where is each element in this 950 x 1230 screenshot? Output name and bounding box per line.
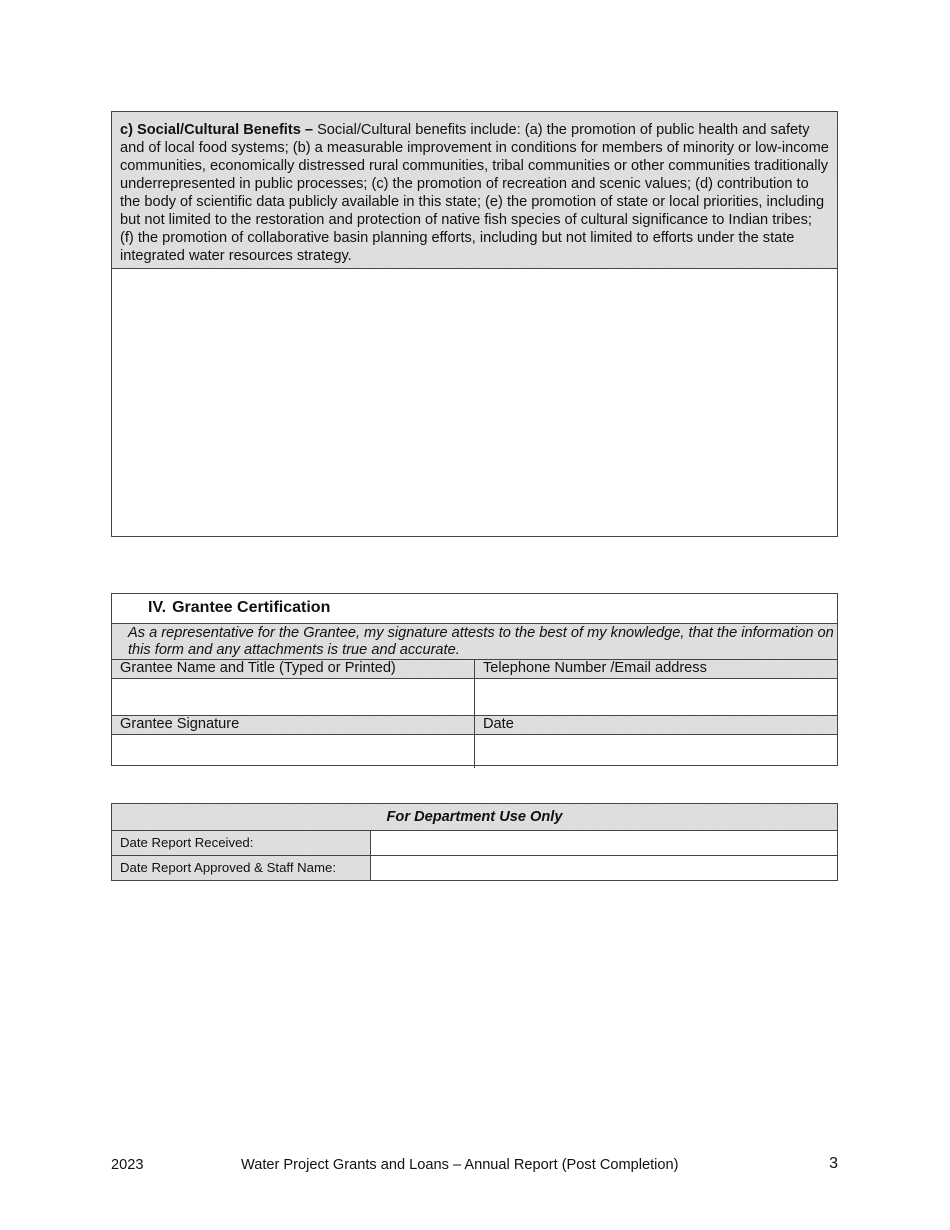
grantee-name-field[interactable] xyxy=(112,679,475,715)
contact-field[interactable] xyxy=(475,679,837,715)
page-footer xyxy=(111,1155,838,1175)
date-received-row xyxy=(112,831,837,856)
grantee-signature-field[interactable] xyxy=(112,735,475,768)
social-cultural-benefits-response-field[interactable] xyxy=(112,269,837,536)
certification-title xyxy=(112,594,837,624)
social-cultural-benefits-header xyxy=(112,112,837,269)
certification-label-row xyxy=(112,660,837,679)
grantee-name-label: Grantee Name and Title (Typed or Printed) xyxy=(112,660,475,678)
department-use-section xyxy=(111,803,838,881)
date-approved-field[interactable] xyxy=(371,856,837,880)
signature-input-row xyxy=(112,735,837,768)
date-label: Date xyxy=(475,716,837,734)
date-field[interactable] xyxy=(475,735,837,768)
certification-input-row xyxy=(112,679,837,716)
grantee-certification-section xyxy=(111,593,838,766)
section-label: c) Social/Cultural Benefits – xyxy=(120,122,314,138)
footer-year: 2023 xyxy=(111,1157,144,1173)
contact-label: Telephone Number /Email address xyxy=(475,660,837,678)
date-approved-row xyxy=(112,856,837,880)
social-cultural-benefits-section xyxy=(111,111,838,537)
signature-label-row xyxy=(112,716,837,735)
department-use-title: For Department Use Only xyxy=(112,804,837,831)
date-received-label: Date Report Received: xyxy=(112,831,371,855)
date-received-field[interactable] xyxy=(371,831,837,855)
section-number: IV. xyxy=(148,599,167,616)
certification-attestation: As a representative for the Grantee, my signature attests to the best of my knowledge, that the information on this form and any attachments is true and accurate. xyxy=(112,624,837,660)
grantee-signature-label: Grantee Signature xyxy=(112,716,475,734)
page-number: 3 xyxy=(829,1155,838,1172)
section-description: Social/Cultural benefits include: (a) the promotion of public health and safety and of local food systems; (b) a measurable improvement in conditions for members of minority or low-income communities, economically distressed rural communities, tribal communities or other communities traditionally underrepresented in public processes; (c) the promotion of recreation and scenic values; (d) contribution to the body of scientific data publicly available in this state; (e) the promotion of state or local priorities, including but not limited to the restoration and protection of native fish species of cultural significance to Indian tribes; (f) the promotion of collaborative basin planning efforts, including but not limited to efforts under the state integrated water resources strategy. xyxy=(120,122,829,264)
footer-title: Water Project Grants and Loans – Annual Report (Post Completion) xyxy=(241,1157,679,1173)
date-approved-label: Date Report Approved & Staff Name: xyxy=(112,856,371,880)
section-title: Grantee Certification xyxy=(172,599,331,616)
